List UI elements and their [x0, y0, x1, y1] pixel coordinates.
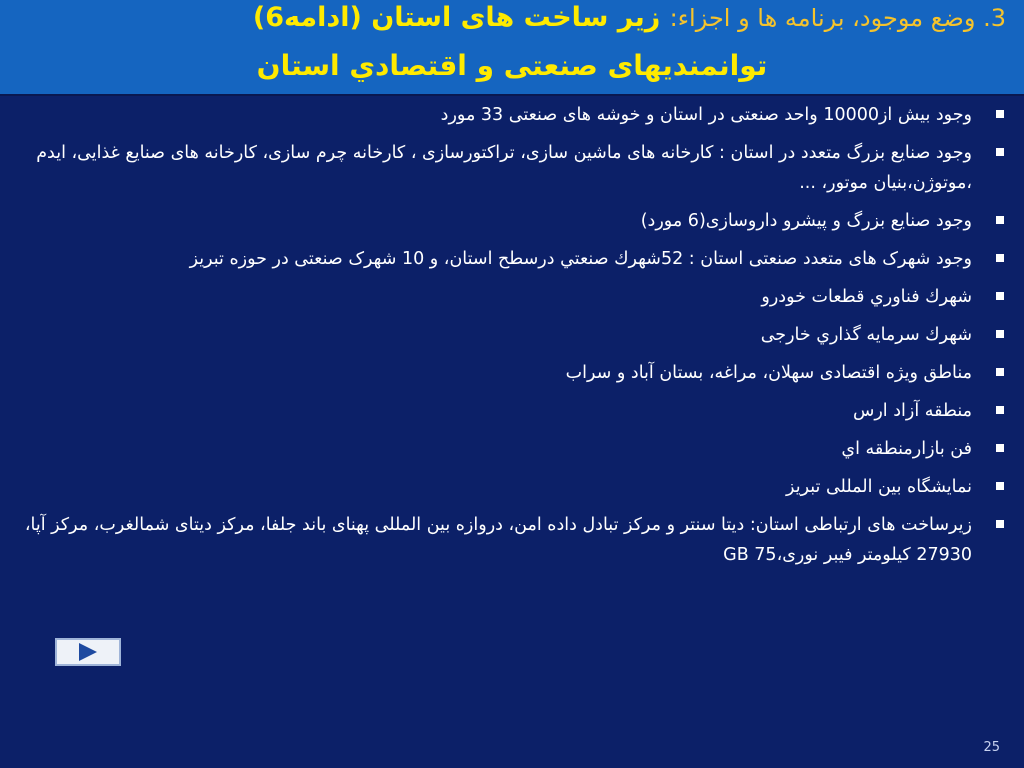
bullet-text: فن بازارمنطقه اي	[841, 439, 972, 459]
slide-content	[20, 100, 1008, 578]
square-bullet-icon	[996, 482, 1004, 490]
bullet-text: شهرك سرمايه گذاري خارجی	[760, 325, 972, 345]
square-bullet-icon	[996, 444, 1004, 452]
bullet-item	[20, 396, 1008, 426]
bullet-item	[20, 138, 1008, 198]
bullet-text: شهرك فناوري قطعات خودرو	[761, 287, 972, 307]
square-bullet-icon	[996, 406, 1004, 414]
slide-title-prefix: 3. وضع موجود، برنامه ها و اجزاء:	[669, 4, 1006, 32]
square-bullet-icon	[996, 292, 1004, 300]
bullet-item	[20, 244, 1008, 274]
square-bullet-icon	[996, 368, 1004, 376]
square-bullet-icon	[996, 330, 1004, 338]
page-number: 25	[983, 740, 1000, 755]
bullet-text: وجود شهرک های متعدد صنعتی استان : 52شهرك صنعتي درسطح استان، و 10 شهرک صنعتی در حوزه تبریز	[189, 249, 972, 269]
square-bullet-icon	[996, 254, 1004, 262]
bullet-text: وجود صنایع بزرگ و پیشرو داروسازی(6 مورد)	[640, 211, 972, 231]
square-bullet-icon	[996, 216, 1004, 224]
bullet-list	[20, 100, 1008, 570]
bullet-text: وجود صنایع بزرگ متعدد در استان : کارخانه های ماشین سازی، تراکتورسازی ، کارخانه چرم سازی، کارخانه های صنایع غذایی، ایدم ،موتوژن،بنیان موتور، ...	[36, 143, 972, 193]
slide-title-main: زیر ساخت های استان (ادامه6)	[252, 2, 661, 33]
square-bullet-icon	[996, 110, 1004, 118]
slide-subtitle: توانمنديهای صنعتی و اقتصادي استان	[256, 49, 768, 82]
bullet-item	[20, 434, 1008, 464]
slide-title	[253, 0, 1006, 38]
bullet-item	[20, 100, 1008, 130]
play-button[interactable]	[55, 638, 121, 666]
bullet-text: منطقه آزاد ارس	[852, 401, 972, 421]
bullet-text: مناطق ویژه اقتصادی سهلان، مراغه، بستان آباد و سراب	[565, 363, 972, 383]
bullet-item	[20, 282, 1008, 312]
bullet-item	[20, 358, 1008, 388]
bullet-item	[20, 472, 1008, 502]
bullet-item	[20, 206, 1008, 236]
square-bullet-icon	[996, 520, 1004, 528]
bullet-text: نمایشگاه بین المللی تبریز	[786, 477, 972, 497]
play-icon	[79, 643, 97, 661]
square-bullet-icon	[996, 148, 1004, 156]
bullet-item	[20, 510, 1008, 570]
bullet-text: وجود بیش از10000 واحد صنعتی در استان و خوشه های صنعتی 33 مورد	[440, 105, 972, 125]
slide-header	[0, 0, 1024, 96]
bullet-text: زیرساخت های ارتباطی استان: دیتا سنتر و مرکز تبادل داده امن، دروازه بین المللی پهنای باند جلفا، مرکز دیتای شمالغرب، مرکز آپا، 27930 کیلومتر فیبر نوری،GB 75	[24, 515, 972, 565]
bullet-item	[20, 320, 1008, 350]
